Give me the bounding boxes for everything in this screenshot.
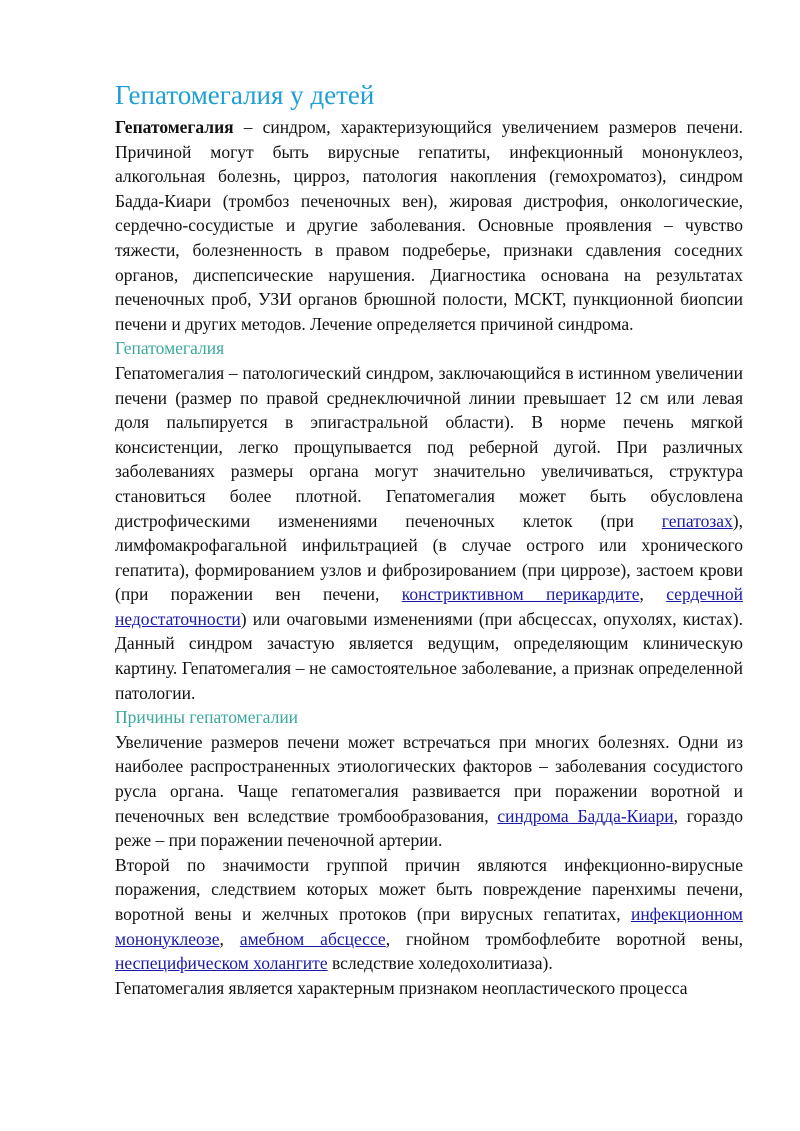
- section-heading-hepatomegaly: Гепатомегалия: [115, 338, 225, 359]
- causes-paragraph-2: [115, 853, 743, 976]
- link-budd-chiari[interactable]: синдрома Бадда-Киари: [497, 805, 674, 826]
- section1-text-1: Гепатомегалия – патологический синдром, заключающийся в истинном увеличении печени (размер по правой среднеключичной линии превышает 12 см или левая доля пальпируется в эпигастральной области). В норме печень мягкой консистенции, легко прощупывается под реберной дугой. При различных заболеваниях размеры органа могут значительно увеличиваться, структура становиться более плотной. Гепатомегалия может быть обусловлена дистрофическими изменениями печеночных клеток (при: [115, 362, 743, 531]
- section1-text-4: ) или очаговыми изменениями (при абсцессах, опухолях, кистах). Данный синдром зачастую является ведущим, определяющим клиническую картину. Гепатомегалия – не самостоятельное заболевание, а признак определенной патологии.: [115, 608, 743, 703]
- section1-paragraph: [115, 361, 743, 705]
- causes-paragraph-1: [115, 730, 743, 853]
- link-hepatoses[interactable]: гепатозах: [661, 510, 733, 531]
- intro-text: – синдром, характеризующийся увеличением размеров печени. Причиной могут быть вирусные гепатиты, инфекционный мононуклеоз, алкогольная болезнь, цирроз, патология накопления (гемохроматоз), синдром Бадда-Киари (тромбоз печеночных вен), жировая дистрофия, онкологические, сердечно-сосудистые и другие заболевания. Основные проявления – чувство тяжести, болезненность в правом подреберье, признаки сдавления соседних органов, диспепсические нарушения. Диагностика основана на результатах печеночных проб, УЗИ органов брюшной полости, МСКТ, пункционной биопсии печени и других методов. Лечение определяется причиной синдрома.: [115, 117, 743, 334]
- link-constrictive-pericarditis[interactable]: констриктивном перикардите: [401, 584, 640, 605]
- link-infectious-mononucleosis[interactable]: инфекционном мононуклеозе: [115, 904, 743, 949]
- link-heart-failure[interactable]: сердечной недостаточности: [115, 584, 743, 629]
- causes-text-2c: , гнойном тромбофлебите воротной вены,: [385, 928, 743, 949]
- causes-text-1b: , гораздо реже – при поражении печеночной артерии.: [115, 805, 744, 851]
- section1-text-2: ), лимфомакрофагальной инфильтрацией (в случае острого или хронического гепатита), формированием узлов и фиброзированием (при циррозе), застоем крови (при поражении вен печени,: [115, 510, 743, 605]
- document-page: [115, 78, 743, 1000]
- causes-text-2d: вследствие холедохолитиаза).: [327, 953, 553, 974]
- section1-text-3: ,: [639, 584, 667, 605]
- intro-term: Гепатомегалия: [115, 117, 234, 137]
- causes-text-2a: Второй по значимости группой причин являются инфекционно-вирусные поражения, следствием которых может быть повреждение паренхимы печени, воротной вены и желчных протоков (при вирусных гепатитах,: [115, 854, 743, 924]
- causes-paragraph-3: Гепатомегалия является характерным признаком неопластического процесса: [115, 977, 688, 998]
- causes-text-2b: ,: [219, 928, 240, 949]
- link-amoebic-abscess[interactable]: амебном абсцессе: [239, 928, 386, 949]
- causes-text-1a: Увеличение размеров печени может встречаться при многих болезнях. Одни из наиболее распространенных этиологических факторов – заболевания сосудистого русла органа. Чаще гепатомегалия развивается при поражении воротной и печеночных вен вследствие тромбообразования,: [115, 731, 743, 826]
- intro-paragraph: [115, 115, 743, 336]
- section-heading-causes: Причины гепатомегалии: [115, 707, 299, 728]
- link-nonspecific-cholangitis[interactable]: неспецифическом холангите: [115, 953, 328, 974]
- page-title: Гепатомегалия у детей: [115, 80, 375, 110]
